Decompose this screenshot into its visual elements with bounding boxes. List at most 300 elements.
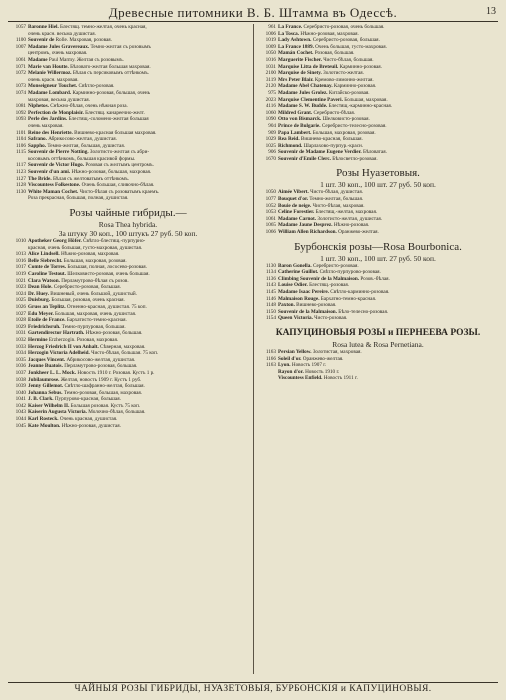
rose-name: Johanna Sebus. bbox=[28, 389, 63, 396]
rose-description: Серебристо-телесно-розовая. bbox=[321, 122, 387, 129]
list-item bbox=[8, 271, 248, 278]
item-number: 1127 bbox=[15, 175, 26, 182]
list-item bbox=[258, 57, 498, 64]
rose-description: Большая, розовая, очень красная. bbox=[51, 297, 125, 304]
rose-name: Marquise Clementine Paveri. bbox=[278, 96, 343, 103]
item-number: 1027 bbox=[15, 310, 26, 317]
list-item bbox=[8, 357, 248, 364]
list-item bbox=[8, 116, 248, 123]
list-item bbox=[258, 83, 498, 90]
rose-description: центромъ, очень махровая. bbox=[28, 50, 88, 57]
rose-description: Бѣлосветло-розовая. bbox=[332, 155, 378, 162]
list-item bbox=[8, 337, 248, 344]
rose-name: The Bride. bbox=[28, 175, 52, 182]
rose-name: Dean Hole. bbox=[28, 284, 53, 291]
rose-description: Большая, махровая. bbox=[344, 96, 388, 103]
list-item bbox=[8, 370, 248, 377]
rose-name: Comte de Torres. bbox=[28, 264, 67, 271]
list-item bbox=[8, 238, 248, 245]
item-number: 909 bbox=[268, 129, 276, 136]
page-header bbox=[8, 4, 498, 22]
list-item bbox=[258, 282, 498, 289]
rose-name: Richmond. bbox=[278, 142, 303, 149]
list-item bbox=[258, 70, 498, 77]
list-item bbox=[258, 37, 498, 44]
rose-name: Souvenir d'Emile Clerc. bbox=[278, 155, 331, 162]
rose-name: Soleil d'or. bbox=[278, 355, 302, 362]
rose-name: Herzogin Victoria Adelheid. bbox=[28, 350, 90, 357]
rose-name: Madame Carnot. bbox=[278, 215, 317, 222]
rose-description: Карминно-розовая, большая, очень bbox=[72, 89, 151, 96]
item-number: 1128 bbox=[15, 182, 26, 189]
item-number: 1117 bbox=[16, 162, 26, 169]
rose-description: Чисто-бѣлая, большая. bbox=[323, 56, 374, 63]
item-number: 1009 bbox=[265, 43, 276, 50]
list-item bbox=[8, 83, 248, 90]
rose-description: Вишневый, очень большой, душистый. bbox=[50, 290, 137, 297]
list-item bbox=[258, 309, 498, 316]
section-price: За штуку 30 коп., 100 штукъ 27 руб. 50 коп. bbox=[58, 229, 198, 239]
page-footer: ЧАЙНЫЯ РОЗЫ ГИБРИДЫ, НУАЗЕТОВЫЯ, БУРБОНСКІЯ и КАПУЦИНОВЫЯ. bbox=[8, 682, 498, 697]
rose-description: Чисто-бѣлая, большая. 75 коп. bbox=[91, 350, 159, 357]
rose-description: Бѣлая съ желтоватымъ оттѣнкомъ. bbox=[52, 175, 130, 182]
list-item bbox=[258, 136, 498, 143]
list-item bbox=[258, 149, 498, 156]
rose-description: Новость 1907 г. bbox=[291, 362, 327, 369]
list-item bbox=[8, 189, 248, 196]
rose-description: Шелковисто-розовая. bbox=[322, 116, 370, 123]
entry-list bbox=[8, 238, 248, 429]
rose-name: Souvenir de la Malmaison. bbox=[278, 308, 337, 315]
rose-name: Clara Watson. bbox=[28, 277, 60, 284]
item-number: 1016 bbox=[265, 56, 276, 63]
rose-description: Бѣловато-желтая большая махровая. bbox=[70, 63, 151, 70]
rose-name: Marquise de Sinety. bbox=[278, 70, 322, 77]
item-number: 1039 bbox=[15, 383, 26, 390]
list-item bbox=[258, 196, 498, 203]
rose-description: Золотисто-желтая съ абри- bbox=[89, 149, 150, 156]
rose-description: Серебристо-бѣлая. bbox=[313, 109, 356, 116]
list-item bbox=[258, 189, 498, 196]
list-item bbox=[8, 50, 248, 57]
list-item bbox=[8, 383, 248, 390]
item-number: 1024 bbox=[15, 290, 26, 297]
rose-description: Оранжево-желтая. bbox=[338, 229, 379, 236]
rose-name: Safrano. bbox=[28, 136, 47, 143]
item-number: 1035 bbox=[15, 356, 26, 363]
item-number: 906 bbox=[268, 149, 276, 156]
rose-description: Пурпурово-красная, большая. bbox=[54, 396, 121, 403]
item-number: 1077 bbox=[265, 196, 276, 203]
rose-description: Свѣтло-пурпурово-розовая. bbox=[319, 269, 381, 276]
item-number: 1073 bbox=[15, 83, 26, 90]
list-item bbox=[8, 149, 248, 156]
item-number: 1150 bbox=[265, 308, 276, 315]
rose-description: Вишнево-красная, большая. bbox=[300, 136, 363, 143]
rose-name: Mamán Cochet. bbox=[278, 50, 314, 57]
rose-description: Темно-розовая, большая, махровая. bbox=[63, 389, 143, 396]
rose-description: Нѣжно-розовая, большая. bbox=[85, 330, 143, 337]
rose-description: косовымъ оттѣнкомъ, большая красивой формы. bbox=[28, 155, 136, 162]
rose-name: Reine des Henriette. bbox=[28, 129, 73, 136]
rose-name: Lyon. bbox=[278, 362, 291, 369]
section-subtitle: Rosa lutea & Rosa Pernetiana. bbox=[332, 339, 424, 349]
rose-description: Темно-желтая, большая. bbox=[309, 196, 364, 203]
item-number: 1028 bbox=[15, 317, 26, 324]
item-number: 1013 bbox=[15, 251, 26, 258]
rose-description: Золотистая, махровая. bbox=[312, 348, 362, 355]
rose-description: Erzherzogin. Розовая, махровая. bbox=[48, 336, 119, 343]
list-item bbox=[258, 31, 498, 38]
list-item bbox=[258, 123, 498, 130]
list-item bbox=[258, 156, 498, 163]
section-price: 1 шт. 30 коп., 100 шт. 27 руб. 50 коп. bbox=[320, 253, 436, 263]
list-item bbox=[8, 396, 248, 403]
list-item bbox=[258, 375, 498, 382]
item-number: 1044 bbox=[15, 416, 26, 423]
list-item bbox=[8, 284, 248, 291]
rose-name: Baron Gonella. bbox=[278, 262, 312, 269]
rose-description: Новость 1911 г. bbox=[323, 375, 358, 382]
rose-description: Темно-пурпуровая, большая. bbox=[61, 323, 126, 330]
list-item bbox=[8, 409, 248, 416]
rose-description: Новость 1910 г. bbox=[305, 368, 340, 375]
rose-description: Свѣтло-шафранно-желтая, большая. bbox=[64, 383, 145, 390]
rose-name: Marie van Houtte. bbox=[28, 63, 69, 70]
list-item bbox=[8, 130, 248, 137]
item-number: 1670 bbox=[265, 155, 276, 162]
rose-description: Большая, махровая, очень душистая. bbox=[55, 310, 137, 317]
item-number: 1101 bbox=[15, 129, 26, 136]
rose-name: Madame bbox=[28, 56, 48, 63]
list-item bbox=[8, 103, 248, 110]
item-number: 2023 bbox=[265, 96, 276, 103]
list-item bbox=[258, 229, 498, 236]
rose-description: Абрикосово-желтая, душистая. bbox=[66, 356, 136, 363]
list-item bbox=[8, 251, 248, 258]
item-number: 1032 bbox=[15, 336, 26, 343]
rose-name: Monseigneur Touchet. bbox=[28, 83, 78, 90]
rose-name: Belle Siebrecht. bbox=[28, 257, 63, 264]
list-item bbox=[258, 269, 498, 276]
list-item bbox=[8, 37, 248, 44]
rose-description: Серебристо-розовая, большая. bbox=[53, 284, 121, 291]
rose-name: Madame Jules Gravereaux. bbox=[28, 43, 90, 50]
list-item bbox=[8, 162, 248, 169]
list-item bbox=[8, 24, 248, 31]
rose-description: Роза прекрасная, большая, полная, душистая. bbox=[28, 195, 129, 202]
list-item bbox=[8, 324, 248, 331]
item-number: 1060 bbox=[265, 109, 276, 116]
list-item bbox=[258, 315, 498, 322]
page-number: 13 bbox=[486, 6, 496, 17]
item-number: 1130 bbox=[15, 188, 26, 195]
rose-name: Bouquet d'or. bbox=[278, 196, 309, 203]
rose-name: Duisburg. bbox=[28, 297, 51, 304]
rose-description: Блестящ.-розовая. bbox=[309, 282, 350, 289]
section-title: Розы чайные гибриды.— bbox=[69, 207, 187, 220]
entry-list bbox=[258, 349, 498, 382]
item-number: 1006 bbox=[265, 30, 276, 37]
rose-name: Otto von Bismarck. bbox=[278, 116, 322, 123]
list-item bbox=[8, 136, 248, 143]
item-number: 1053 bbox=[265, 209, 276, 216]
rose-description: Бархатно-темно-красная. bbox=[320, 295, 377, 302]
rose-name: Karl Rosteck. bbox=[28, 416, 59, 423]
rose-description: Темно-желтая, большая, душистая. bbox=[47, 142, 126, 149]
rose-name: Madame S. W. Budde. bbox=[278, 103, 328, 110]
rose-name: Souvenir de Madame Eugene Verdier. bbox=[278, 149, 362, 156]
item-number: 1074 bbox=[15, 89, 26, 96]
item-number: 1123 bbox=[15, 169, 26, 176]
rose-description: Абрикосово-желтая, душистая. bbox=[48, 136, 117, 143]
list-item bbox=[8, 390, 248, 397]
list-item bbox=[258, 90, 498, 97]
rose-name: Dr. Huey. bbox=[28, 290, 49, 297]
rose-description: Большая розовая. Кустъ 75 коп. bbox=[70, 402, 141, 409]
list-item bbox=[8, 77, 248, 84]
item-number: 1092 bbox=[15, 109, 26, 116]
list-item bbox=[258, 44, 498, 51]
list-item bbox=[258, 103, 498, 110]
list-item bbox=[258, 209, 498, 216]
rose-description: Розов.-бѣлая. bbox=[360, 275, 390, 282]
list-item bbox=[258, 349, 498, 356]
rose-description: Бѣлая съ персиковымъ оттѣнкомъ. bbox=[72, 70, 150, 77]
list-item bbox=[8, 317, 248, 324]
rose-name: Lady Ashtown. bbox=[278, 37, 312, 44]
item-number: 1115 bbox=[16, 149, 26, 156]
item-number: 1066 bbox=[265, 229, 276, 236]
rose-description: Большая, махровая, розовая. bbox=[312, 129, 376, 136]
rose-name: Herzog Friedrich II von Anhalt. bbox=[28, 343, 99, 350]
item-number: 1038 bbox=[15, 376, 26, 383]
list-item bbox=[258, 143, 498, 150]
list-item bbox=[258, 110, 498, 117]
rose-name: Climbing Souvenir de la Malmaison. bbox=[278, 275, 360, 282]
list-item bbox=[8, 31, 248, 38]
rose-name: Jacques Vincent. bbox=[28, 356, 66, 363]
list-item bbox=[8, 403, 248, 410]
list-item bbox=[8, 143, 248, 150]
rose-name: La France. bbox=[278, 24, 303, 30]
rose-description: очень красн. весьма душистая. bbox=[28, 30, 96, 37]
rose-description: Блестящ.-карминно-красная. bbox=[328, 103, 393, 110]
item-number: 1100 bbox=[15, 37, 26, 44]
item-number: 3119 bbox=[265, 76, 276, 83]
rose-name: Friedrichsruh. bbox=[28, 323, 61, 330]
item-number: 1057 bbox=[15, 24, 26, 30]
rose-description: Розовая, большая. bbox=[314, 50, 355, 57]
list-item bbox=[258, 362, 498, 369]
item-number: 1010 bbox=[15, 238, 26, 245]
rose-description: Нѣжно-розовая, большая, махровая. bbox=[71, 169, 152, 176]
rose-name: J. B. Clark. bbox=[28, 396, 54, 403]
list-item bbox=[8, 156, 248, 163]
list-item bbox=[8, 97, 248, 104]
item-number: 1019 bbox=[15, 271, 26, 277]
item-number: 1037 bbox=[15, 369, 26, 376]
item-number: 1166 bbox=[265, 355, 276, 362]
item-number: 1061 bbox=[265, 215, 276, 222]
item-number: 1163 bbox=[265, 362, 276, 369]
rose-name: Gartendirector Hartrath. bbox=[28, 330, 85, 337]
list-item bbox=[8, 110, 248, 117]
rose-name: Viscountess Enfield. bbox=[278, 375, 323, 382]
rose-name: Gruss an Teplitz. bbox=[28, 303, 66, 310]
item-number: 4116 bbox=[265, 103, 276, 110]
rose-name: Souvenir de Victor Hugo. bbox=[28, 162, 85, 169]
list-item bbox=[258, 302, 498, 309]
rose-name: Caroline Testout. bbox=[28, 271, 66, 277]
list-item bbox=[8, 57, 248, 64]
rose-name: Mildred Grant. bbox=[278, 109, 313, 116]
item-number: 1025 bbox=[15, 297, 26, 304]
list-item bbox=[258, 216, 498, 223]
item-number: 1016 bbox=[15, 257, 26, 264]
entry-list bbox=[258, 263, 498, 322]
list-item bbox=[8, 350, 248, 357]
list-item bbox=[8, 344, 248, 351]
rose-name: Jubilaumrose. bbox=[28, 376, 60, 383]
rose-name: Madame Jules Grolez. bbox=[278, 89, 328, 96]
rose-description: Чисто-бѣлая съ розоватымъ краемъ. bbox=[79, 188, 160, 195]
rose-description: Перламутрово-бѣлая съ розов. bbox=[61, 277, 129, 284]
rose-description: Rolle. Махровая, розовая. bbox=[55, 37, 112, 44]
list-item bbox=[8, 245, 248, 252]
rose-name: Kate Moulton. bbox=[28, 422, 61, 429]
rose-name: Niphetos. bbox=[28, 103, 49, 110]
list-item bbox=[258, 97, 498, 104]
item-number: 1130 bbox=[265, 262, 276, 269]
item-number: 1029 bbox=[15, 323, 26, 330]
rose-description: Бѣло-телесно-розовая. bbox=[338, 308, 389, 315]
item-number: 1050 bbox=[265, 50, 276, 57]
item-number: 1031 bbox=[15, 330, 26, 337]
section-title: Бурбонскія розы—Rosa Bourbonica. bbox=[294, 240, 462, 253]
rose-description: Кремово-лимонно-желтая. bbox=[314, 76, 374, 83]
rose-description: Чисто-бѣлая, махровая. bbox=[312, 202, 365, 209]
item-number: 1061 bbox=[15, 56, 26, 63]
item-number: 1081 bbox=[15, 103, 26, 110]
rose-description: Бѣловатая. bbox=[363, 149, 387, 156]
rose-name: Perfection de Monplaisir. bbox=[28, 109, 84, 116]
item-number: 1154 bbox=[265, 315, 276, 322]
item-number: 1104 bbox=[15, 136, 26, 143]
list-item bbox=[258, 222, 498, 229]
rose-description: Китайско-розовая. bbox=[328, 89, 370, 96]
rose-name: Melanie Willermoz. bbox=[28, 70, 72, 77]
list-item bbox=[8, 291, 248, 298]
rose-description: Новость 1910 г. Розовая. Кустъ 1 р. bbox=[77, 369, 155, 376]
rose-description: Нѣжно-розовая, душистая. bbox=[61, 422, 121, 429]
rose-name: Baronne Hiel. bbox=[28, 24, 59, 30]
rose-name: Jonkheer L. L. Mock. bbox=[28, 369, 77, 376]
list-item bbox=[8, 278, 248, 285]
rose-description: Нѣжно-розовая, махровая. bbox=[61, 251, 120, 258]
rose-name: Paxton. bbox=[278, 302, 295, 309]
item-number: 1145 bbox=[265, 289, 276, 295]
rose-description: Сѣверная, махровая. bbox=[100, 343, 146, 350]
rose-name: Souvenir de bbox=[28, 37, 55, 44]
rose-name: Jeanne Buatois. bbox=[28, 363, 63, 370]
rose-description: красная, очень большая, густо-махровая, душистая. bbox=[28, 244, 143, 251]
section-title: КАПУЦИНОВЫЯ РОЗЫ и ПЕРНЕЕВА РОЗЫ. bbox=[275, 327, 481, 338]
rose-description: Серебристо-розовая, большая. bbox=[312, 37, 380, 44]
list-item bbox=[258, 203, 498, 210]
rose-name: Rea Reid. bbox=[278, 136, 300, 143]
list-item bbox=[8, 258, 248, 265]
list-item bbox=[258, 116, 498, 123]
item-number: 975 bbox=[268, 89, 276, 96]
rose-name: Edu Meyer. bbox=[28, 310, 54, 317]
list-item bbox=[8, 416, 248, 423]
item-number: 2100 bbox=[265, 70, 276, 77]
rose-name: White Maman Cochet. bbox=[28, 188, 79, 195]
rose-description: Очень красная, душистая. bbox=[59, 416, 118, 423]
page-title: Древесные питомники В. Б. Штамма въ Одессѣ. bbox=[108, 5, 398, 20]
rose-name: Malmaison Rouge. bbox=[278, 295, 320, 302]
rose-name: Hermine bbox=[28, 336, 48, 343]
rose-name: La France 1889. bbox=[278, 43, 314, 50]
rose-name: Kaiser Wilhelm II. bbox=[28, 402, 70, 409]
rose-description: Карминно-розовая. bbox=[339, 63, 382, 70]
entry-list bbox=[258, 24, 498, 162]
rose-description: Золотисто-желтая, душистая. bbox=[317, 215, 383, 222]
rose-description: Бархатисто-темно-красная. bbox=[66, 317, 127, 324]
rose-description: Шарлахово-пурпур.-красн. bbox=[303, 142, 364, 149]
rose-name: Bouie de neige. bbox=[278, 202, 312, 209]
rose-description: Оранжево-желтая. bbox=[302, 355, 344, 362]
item-number: 1071 bbox=[15, 63, 26, 70]
list-item bbox=[8, 304, 248, 311]
entry-list bbox=[258, 189, 498, 235]
list-item bbox=[8, 311, 248, 318]
entry-list bbox=[8, 24, 248, 202]
item-number: 1021 bbox=[15, 277, 26, 284]
list-item bbox=[8, 423, 248, 430]
rose-description: Серебристо-розовая, очень большая. bbox=[303, 24, 385, 30]
rose-description: очень красн. махровая. bbox=[28, 76, 79, 83]
item-number: 1093 bbox=[15, 116, 26, 123]
item-number: 1136 bbox=[265, 275, 276, 282]
rose-name: Jenny Gillemot. bbox=[28, 383, 64, 390]
rose-description: Чисто-розовая. bbox=[314, 315, 348, 322]
rose-description: Большая, полная, лососево-розовая. bbox=[67, 264, 147, 271]
rose-description: Розовая съ желтымъ центромъ. bbox=[85, 162, 154, 169]
list-item bbox=[8, 330, 248, 337]
rose-name: Etoile de France. bbox=[28, 317, 66, 324]
list-item bbox=[8, 264, 248, 271]
rose-name: Apotheker Georg Höfer. bbox=[28, 238, 82, 245]
rose-name: Madame Abel Chatenay. bbox=[278, 83, 333, 90]
item-number: 1025 bbox=[265, 142, 276, 149]
rose-name: Marguerite Fischer. bbox=[278, 56, 322, 63]
rose-description: очень махровая. bbox=[28, 122, 64, 129]
list-item bbox=[258, 296, 498, 303]
rose-description: Блестящ.-соломено-желтая большая bbox=[68, 116, 149, 123]
item-number: 1163 bbox=[265, 348, 276, 355]
list-item bbox=[8, 377, 248, 384]
item-number: 1146 bbox=[265, 295, 276, 302]
rose-description: Темно-желтая съ розовымъ bbox=[90, 43, 151, 50]
item-number: 1040 bbox=[15, 389, 26, 396]
rose-description: Перламутрово-розовая, большая. bbox=[64, 363, 138, 370]
rose-name: Papa Lambert. bbox=[278, 129, 312, 136]
list-item bbox=[8, 363, 248, 370]
item-number: 1029 bbox=[265, 136, 276, 143]
right-column bbox=[258, 24, 498, 674]
